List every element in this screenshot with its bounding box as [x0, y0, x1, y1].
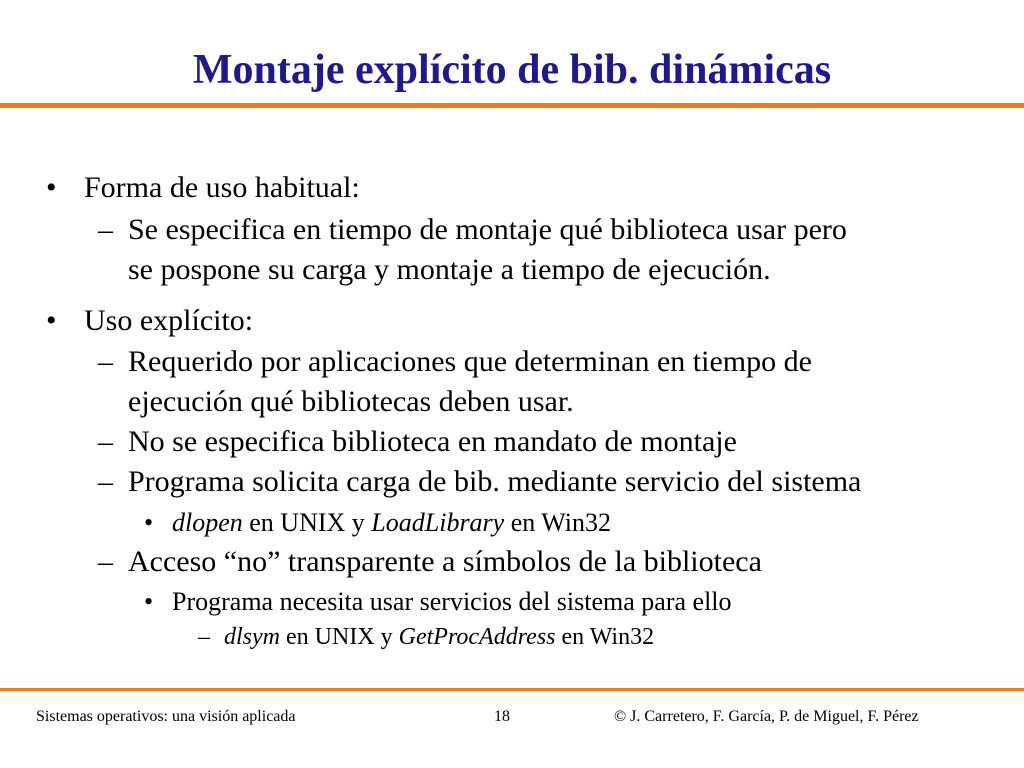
footer-book-title: Sistemas operativos: una visión aplicada — [36, 708, 296, 725]
item-dlsym — [224, 622, 654, 652]
subbullet-no-especifica: No se especifica biblioteca en mandato de montaje — [128, 425, 737, 458]
subbullet-especifica-line2: se pospone su carga y montaje a tiempo de ejecución. — [128, 253, 771, 286]
subbullet-especifica-line1: Se especifica en tiempo de montaje qué biblioteca usar pero — [128, 213, 847, 246]
bullet-forma-de-uso: Forma de uso habitual: — [84, 171, 360, 204]
item-dlopen — [172, 507, 611, 539]
footer-divider — [0, 688, 1024, 691]
bullet-marker: • — [46, 171, 57, 204]
subbullet-requerido-line2: ejecución qué bibliotecas deben usar. — [128, 385, 574, 418]
item-dlsym-text: en UNIX y — [280, 624, 399, 650]
item-programa-necesita: Programa necesita usar servicios del sistema para ello — [172, 587, 732, 616]
bullet-marker: • — [46, 304, 57, 337]
item-dlopen-suffix: en Win32 — [504, 508, 612, 537]
subbullet-programa-solicita: Programa solicita carga de bib. mediante servicio del sistema — [128, 465, 862, 498]
footer-copyright: © J. Carretero, F. García, P. de Miguel, F. Pérez — [614, 708, 919, 725]
bullet-marker: • — [144, 587, 154, 616]
item-dlsym-suffix: en Win32 — [555, 624, 655, 650]
item-dlopen-text: en UNIX y — [242, 508, 372, 537]
title-divider — [0, 103, 1024, 108]
dlsym-term: dlsym — [224, 624, 280, 650]
dash-marker: – — [98, 545, 113, 578]
dash-marker: – — [98, 465, 113, 498]
dash-marker: – — [198, 624, 210, 650]
subbullet-requerido-line1: Requerido por aplicaciones que determinan en tiempo de — [128, 345, 812, 378]
dash-marker: – — [98, 425, 113, 458]
loadlibrary-term: LoadLibrary — [371, 508, 505, 537]
dlopen-term: dlopen — [172, 508, 243, 537]
dash-marker: – — [98, 345, 113, 378]
bullet-uso-explicito: Uso explícito: — [84, 304, 254, 337]
getprocaddress-term: GetProcAddress — [398, 624, 556, 650]
bullet-marker: • — [144, 508, 154, 537]
footer-page-number: 18 — [494, 708, 510, 725]
subbullet-acceso-no-transparente: Acceso “no” transparente a símbolos de la biblioteca — [128, 545, 762, 578]
slide-title: Montaje explícito de bib. dinámicas — [192, 47, 832, 93]
dash-marker: – — [98, 213, 113, 246]
